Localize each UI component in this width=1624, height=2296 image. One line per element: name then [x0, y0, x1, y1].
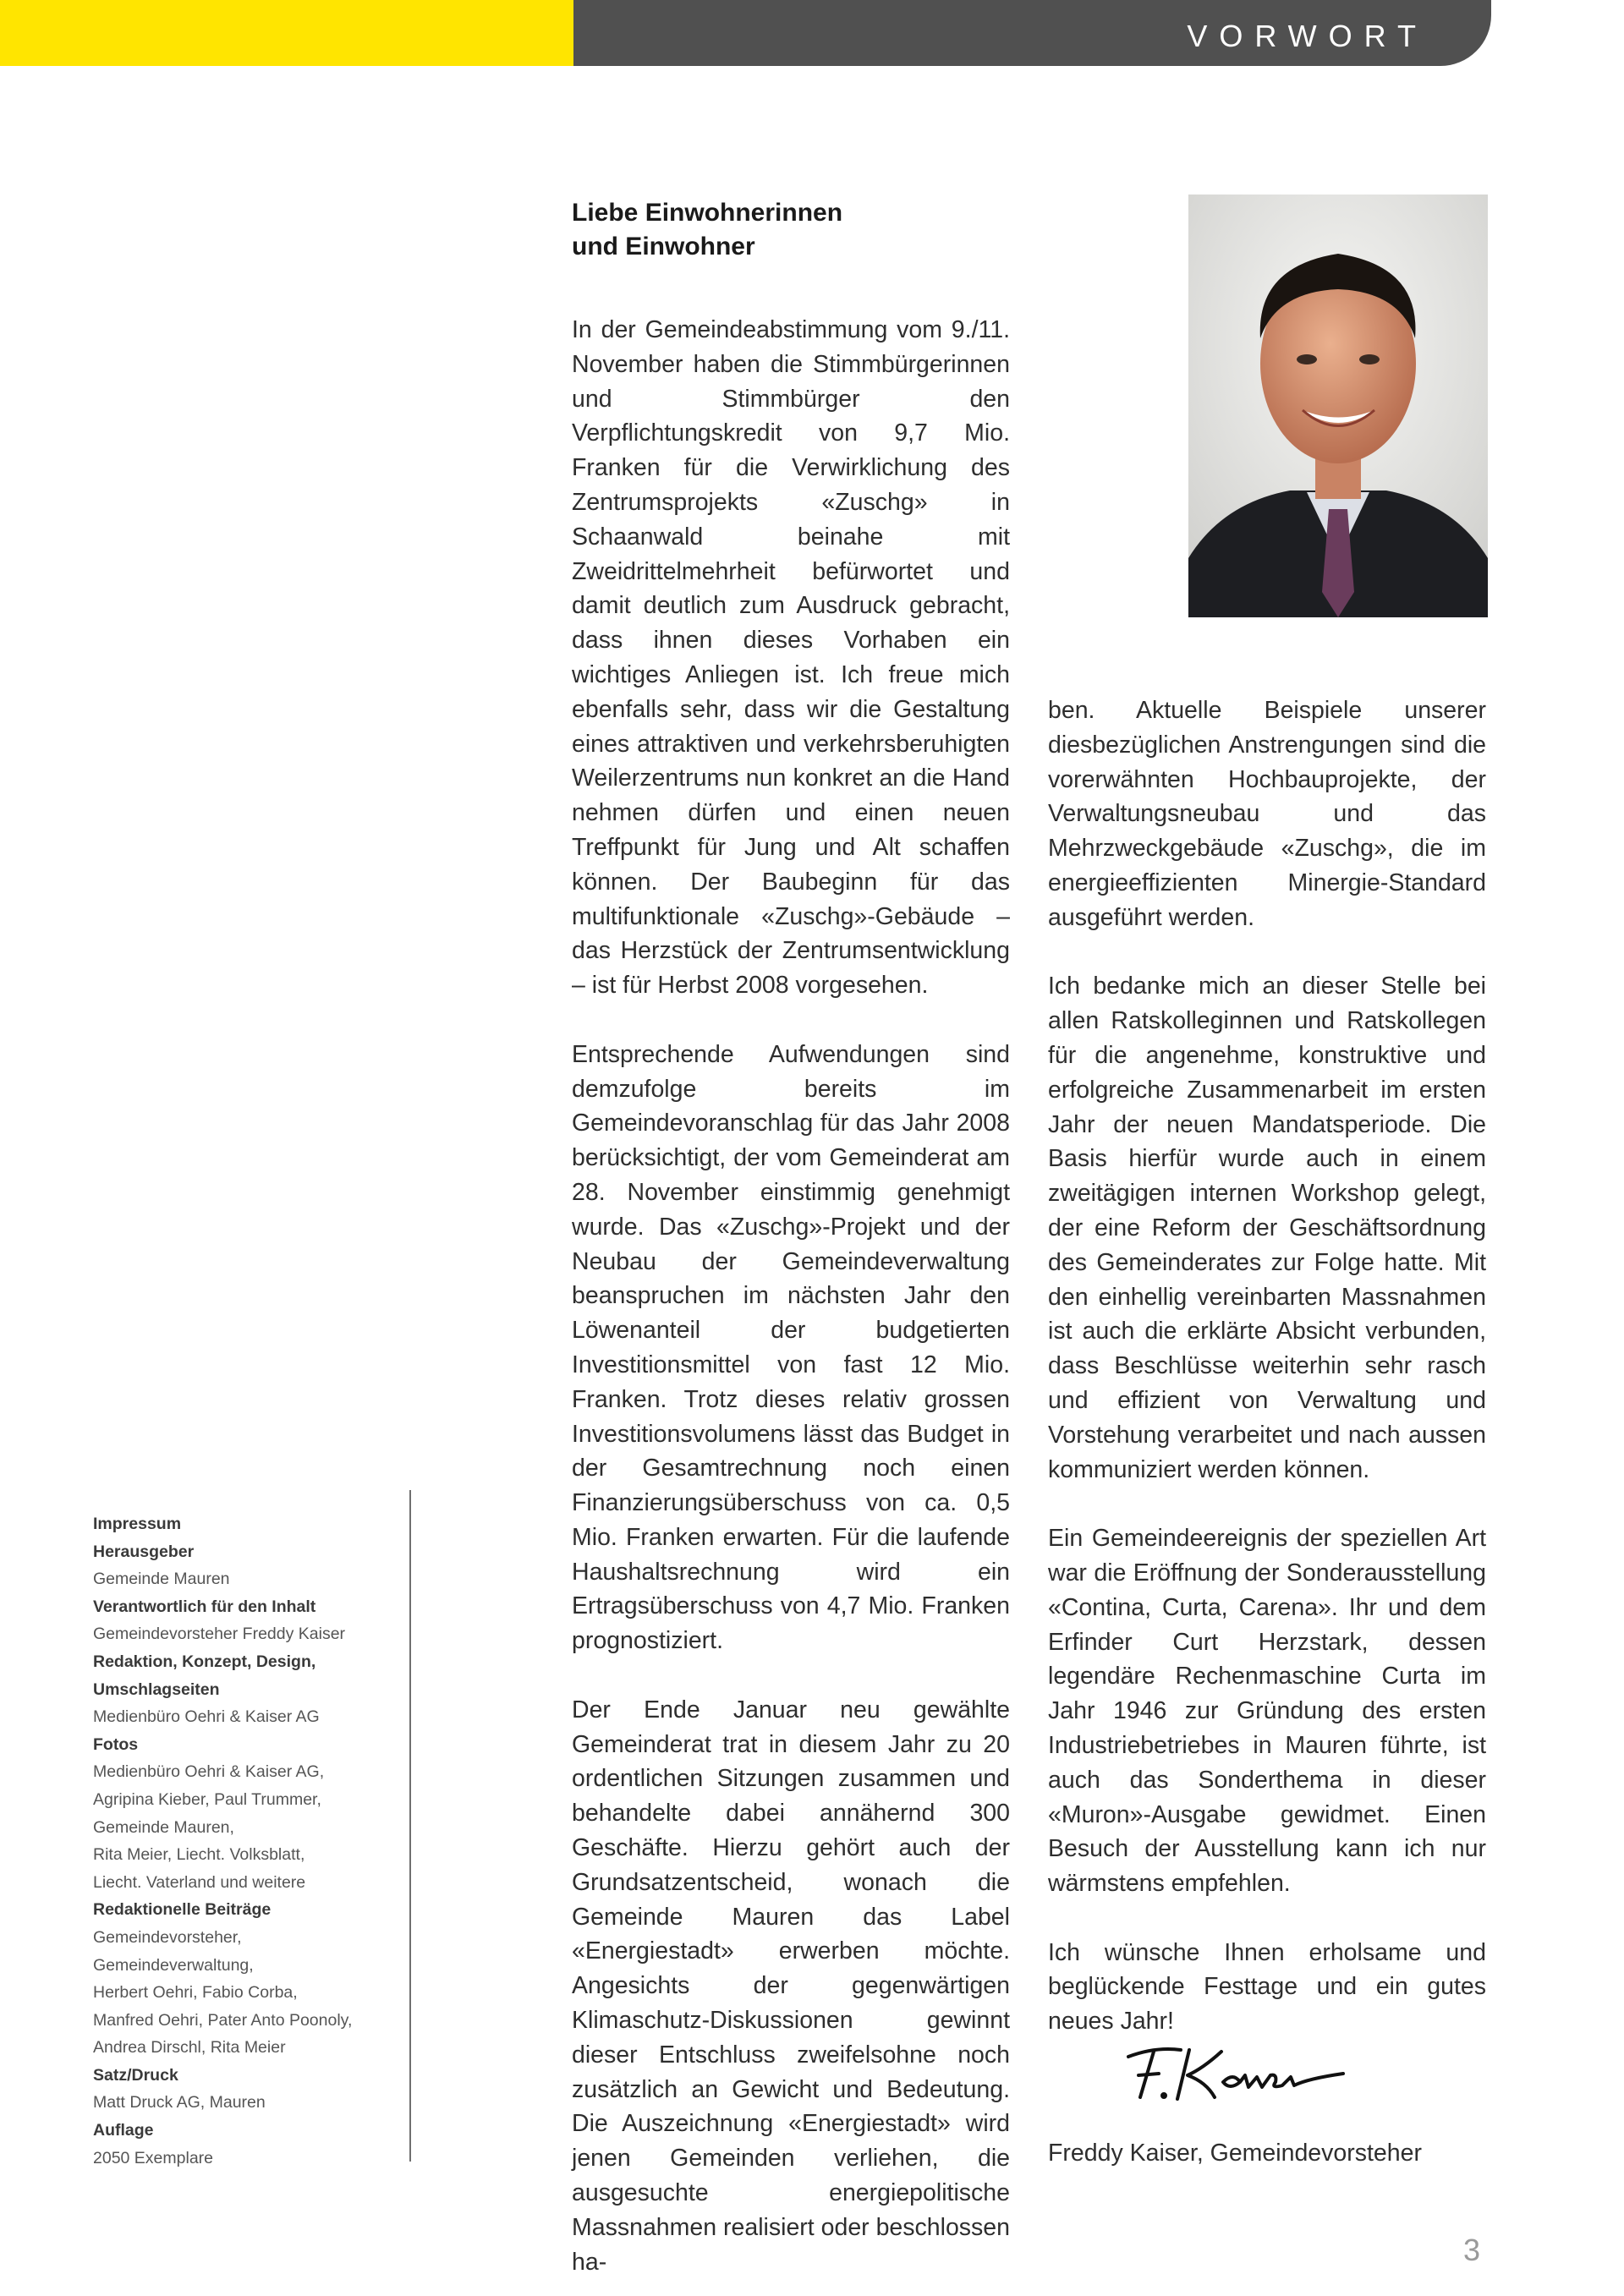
paragraph: Ich wünsche Ihnen erholsame und beglückende Festtage und ein gutes neues Jahr!	[1048, 1938, 1486, 2036]
impressum-title: Impressum	[93, 1515, 182, 1533]
impressum-value: Gemeindevorsteher Freddy Kaiser	[93, 1625, 346, 1644]
impressum-value: Gemeinde Mauren,	[93, 1817, 234, 1837]
impressum-value: Andrea Dirschl, Rita Meier	[93, 2038, 286, 2058]
impressum-value: Manfred Oehri, Pater Anto Poonoly,	[93, 2010, 353, 2030]
paragraph: Entsprechende Aufwendungen sind demzufolge bereits im Gemeindevoranschlag für das Jahr 2008 berücksichtigt, der vom Gemeinderat am 28. November einstimmig genehmigt wurde. Das «Zuschg»-Projekt und der Neubau der Gemeindeverwaltung beanspruchen im nächsten Jahr den Löwenanteil der budgetierten Investitionsmittel von fast 12 Mio. Franken. Trotz dieses relativ grossen Investitionsvolumens lässt das Budget in der Gesamtrechnung noch einen Finanzierungsüberschuss von ca. 0,5 Mio. Franken erwarten. Für die laufende Haushaltsrechnung wird ein Ertragsüberschuss von 4,7 Mio. Franken prognostiziert.	[572, 1040, 1010, 1655]
signature	[1122, 2038, 1350, 2109]
letter-heading: Liebe Einwohnerinnen und Einwohner	[572, 199, 843, 260]
header-accent-bar	[0, 0, 573, 66]
paragraph: Ein Gemeindeereignis der speziellen Art war die Eröffnung der Sonderausstellung «Contina, Curta, Carena». Ihr und dem Erfinder Curt Herzstark, dessen legendäre Rechenmaschine Curta im Jahr 1946 zur Gründung des ersten Industriebetriebes in Mauren führte, ist auch das Sonderthema in dieser «Muron»-Ausgabe gewidmet. Einen Besuch der Ausstellung kann ich nur wärmstens empfehlen.	[1048, 1525, 1486, 1898]
letter-column-2	[1048, 693, 1486, 2039]
impressum	[93, 1510, 398, 2172]
impressum-value: Gemeindevorsteher,	[93, 1927, 242, 1947]
impressum-label: Fotos	[93, 1734, 139, 1754]
paragraph: ben. Aktuelle Beispiele unserer diesbezüglichen Anstrengungen sind die vorerwähnten Hochbauprojekte, der Verwaltungsneubau und das Mehrzweckgebäude «Zuschg», die im energieeffizienten Minergie-Standard ausgeführt werden.	[1048, 697, 1486, 931]
impressum-value: Gemeinde Mauren	[93, 1570, 230, 1589]
impressum-value: Rita Meier, Liecht. Volksblatt,	[93, 1845, 305, 1865]
paragraph: In der Gemeindeabstimmung vom 9./11. November haben die Stimmbürgerinnen und Stimmbürger den Verpflichtungskredit von 9,7 Mio. Franken für die Verwirklichung des Zentrumsprojekts «Zuschg» in Schaanwald beinahe mit Zweidrittelmehrheit befürwortet und damit deutlich zum Ausdruck gebracht, dass ihnen dieses Vorhaben ein wichtiges Anliegen ist. Ich freue mich ebenfalls sehr, dass wir die Gestaltung eines attraktiven und verkehrsberuhigten Weilerzentrums nun konkret an die Hand nehmen dürfen und einen neuen Treffpunkt für Jung und Alt schaffen können. Der Baubeginn für das multifunktionale «Zuschg»-Gebäude – das Herzstück der Zentrumsentwicklung – ist für Herbst 2008 vorgesehen.	[572, 316, 1010, 1000]
impressum-value: Medienbüro Oehri & Kaiser AG	[93, 1707, 320, 1727]
paragraph: Der Ende Januar neu gewählte Gemeinderat trat in diesem Jahr zu 20 ordentlichen Sitzungen zusammen und behandelte dabei annähernd 300 Geschäfte. Hierzu gehört auch der Grundsatzentscheid, wonach die Gemeinde Mauren das Label «Energiestadt» erwerben möchte. Angesichts der gegenwärtigen Klimaschutz-Diskussionen gewinnt dieser Entschluss zweifelsohne noch zusätzlich an Gewicht und Bedeutung. Die Auszeichnung «Energiestadt» wird jenen Gemeinden verliehen, die ausgesuchte energiepolitische Massnahmen realisiert oder beschlossen ha-	[572, 1696, 1011, 2276]
impressum-label: Auflage	[93, 2121, 154, 2140]
impressum-divider	[409, 1490, 411, 2162]
impressum-value: 2050 Exemplare	[93, 2148, 214, 2167]
letter-column-1	[572, 313, 1010, 2279]
impressum-label: Verantwortlich für den Inhalt	[93, 1597, 316, 1616]
impressum-value: Herbert Oehri, Fabio Corba,	[93, 1983, 298, 2003]
page-number: 3	[1463, 2233, 1481, 2267]
impressum-label: Redaktionelle Beiträge	[93, 1900, 272, 1920]
paragraph: Ich bedanke mich an dieser Stelle bei allen Ratskolleginnen und Ratskollegen für die angenehme, konstruktive und erfolgreiche Zusammenarbeit im ersten Jahr der neuen Mandatsperiode. Die Basis hierfür wurde auch in einem zweitägigen internen Workshop gelegt, der eine Reform der Geschäftsordnung des Gemeinderates zur Folge hatte. Mit den einhellig vereinbarten Massnahmen ist auch die erklärte Absicht verbunden, dass Beschlüsse weiterhin sehr rasch und effizient von Verwaltung und Vorstehung verarbeitet und nach aussen kommuniziert werden können.	[1048, 973, 1486, 1483]
portrait-photo	[1188, 195, 1488, 617]
impressum-value: Liecht. Vaterland und weitere	[93, 1872, 306, 1892]
impressum-label: Herausgeber	[93, 1542, 195, 1561]
impressum-value: Medienbüro Oehri & Kaiser AG,	[93, 1762, 325, 1782]
impressum-label: Satz/Druck	[93, 2065, 178, 2085]
impressum-value: Gemeindeverwaltung,	[93, 1955, 254, 1975]
impressum-value: Agripina Kieber, Paul Trummer,	[93, 1789, 321, 1809]
impressum-value: Matt Druck AG, Mauren	[93, 2093, 266, 2112]
impressum-label: Umschlagseiten	[93, 1680, 220, 1699]
impressum-label: Redaktion, Konzept, Design,	[93, 1652, 316, 1671]
section-title: VORWORT	[1187, 19, 1428, 53]
section-header-bar	[573, 0, 1491, 66]
signer-name: Freddy Kaiser, Gemeindevorsteher	[1048, 2140, 1422, 2167]
